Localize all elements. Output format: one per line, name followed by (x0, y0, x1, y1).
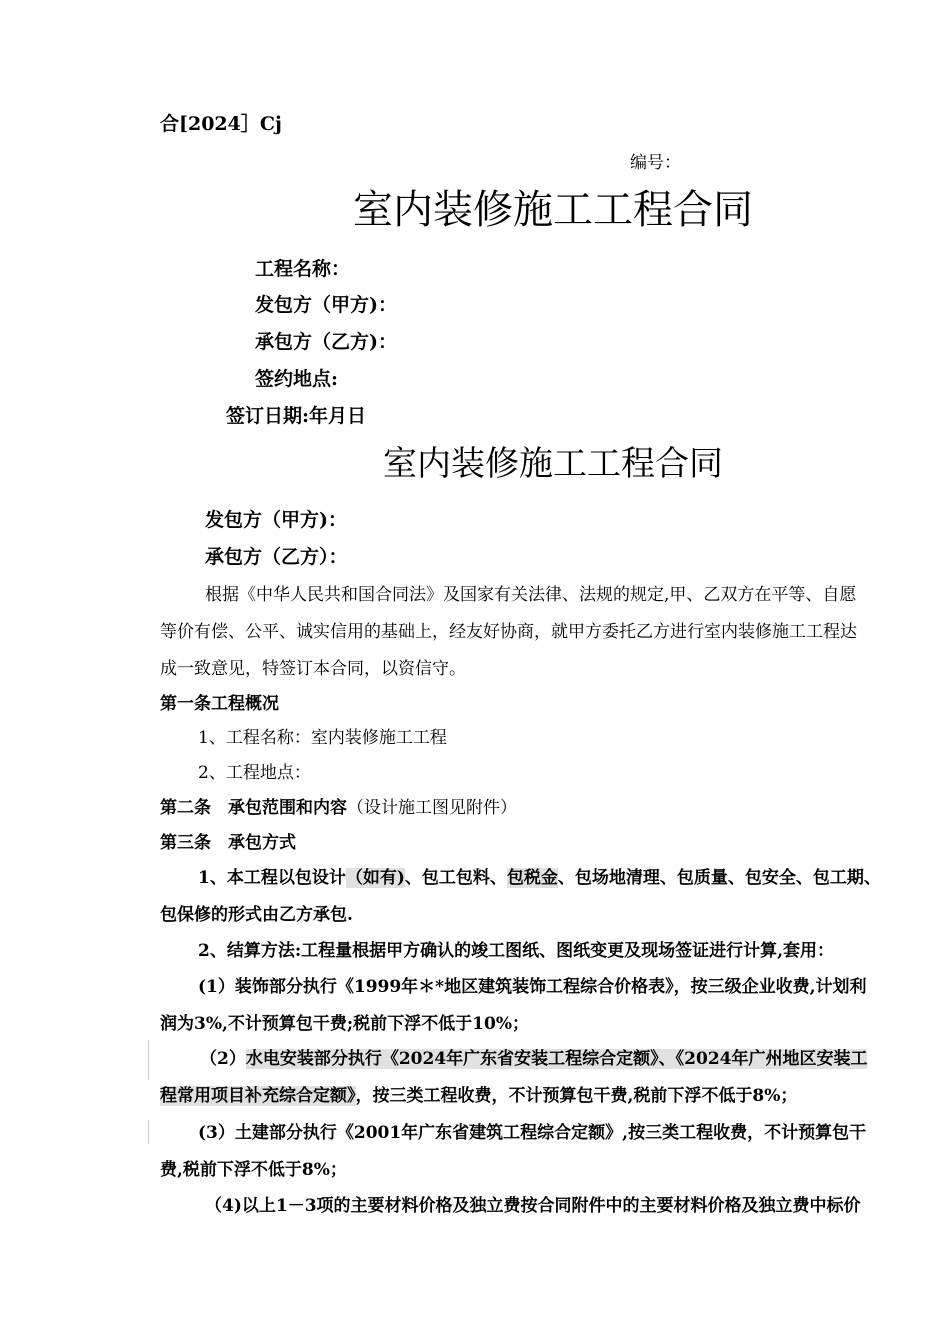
article-3-para-2: 2、结算方法:工程量根据甲方确认的竣工图纸、图纸变更及现场签证进行计算,套用： (198, 941, 835, 961)
article-1-title: 第一条工程概况 (160, 694, 279, 714)
para-1-highlight-tax: 包税金 (506, 868, 558, 888)
article-2-note: （设计施工图见附件） (347, 798, 517, 818)
article-3-para-1-line-2: 包保修的形式由乙方承包. (160, 905, 353, 925)
cover-sign-date-label: 签订日期:年月日 (226, 405, 367, 427)
party-b-label: 承包方（乙方）： (205, 546, 348, 568)
article-1-item-1: 1、工程名称：室内装修施工工程 (198, 728, 447, 748)
item-2-line-2 (160, 1085, 797, 1107)
article-2-heading (160, 797, 517, 819)
cover-sign-place-label: 签约地点: (255, 368, 339, 390)
item-2-line-1 (200, 1048, 950, 1070)
margin-change-bar (148, 1040, 149, 1080)
para-1-highlight-design: （如有) (345, 868, 405, 888)
item-3-line-1: (3）土建部分执行《2001年广东省建筑工程综合定额》,按三类工程收费，不计预算包干 (198, 1123, 867, 1143)
reference-number: 合[2024］Cj (160, 113, 282, 135)
item-2-rest: ，按三类工程收费，不计预算包干费,税前下浮不低于8%； (355, 1086, 798, 1106)
cover-party-a-label: 发包方（甲方)： (255, 294, 397, 316)
article-3-para-1-line-1 (198, 867, 950, 889)
article-2-title: 第二条 承包范围和内容 (160, 798, 347, 818)
item-3-line-2: 费,税前下浮不低于8%； (160, 1160, 347, 1180)
cover-title: 室内装修施工工程合同 (353, 187, 753, 233)
intro-line-3: 成一致意见，特签订本合同，以资信守。 (160, 659, 466, 679)
item-2-highlight-1: 水电安装部分执行《2024年广东省安装工程综合定额》、《2024年广州地区安装工 (245, 1049, 868, 1069)
margin-change-bar-2 (148, 1120, 149, 1144)
item-1-line-1: (1）装饰部分执行《1999年＊*地区建筑装饰工程综合价格表》，按三级企业收费,计划利 (198, 977, 867, 997)
para-1-text-e: 、包场地清理、包质量、包安全、包工期、 (557, 868, 881, 888)
item-2-highlight-2: 程常用项目补充综合定额》 (160, 1086, 356, 1106)
item-4-line-1: （4)以上1－3项的主要材料价格及独立费按合同附件中的主要材料价格及独立费中标价 (205, 1196, 861, 1216)
article-1-item-2: 2、工程地点： (198, 763, 311, 783)
cover-project-name-label: 工程名称： (255, 258, 351, 280)
contract-title: 室内装修施工工程合同 (383, 444, 723, 484)
item-1-line-2: 润为3%,不计预算包干费;税前下浮不低于10%； (160, 1014, 529, 1034)
intro-line-2: 等价有偿、公平、诚实信用的基础上，经友好协商，就甲方委托乙方进行室内装修施工工程达 (160, 622, 857, 642)
contract-number-label: 编号： (630, 153, 681, 173)
cover-party-b-label: 承包方（乙方)： (255, 331, 397, 353)
para-1-text-c: 、包工包料、 (404, 868, 507, 888)
intro-line-1: 根据《中华人民共和国合同法》及国家有关法律、法规的规定,甲、乙双方在平等、自愿 (205, 585, 857, 605)
para-1-text-a: 1、本工程以包设计 (198, 868, 346, 888)
party-a-label: 发包方（甲方)： (205, 509, 347, 531)
item-2-prefix: （2） (200, 1049, 246, 1069)
article-3-title: 第三条 承包方式 (160, 833, 296, 853)
